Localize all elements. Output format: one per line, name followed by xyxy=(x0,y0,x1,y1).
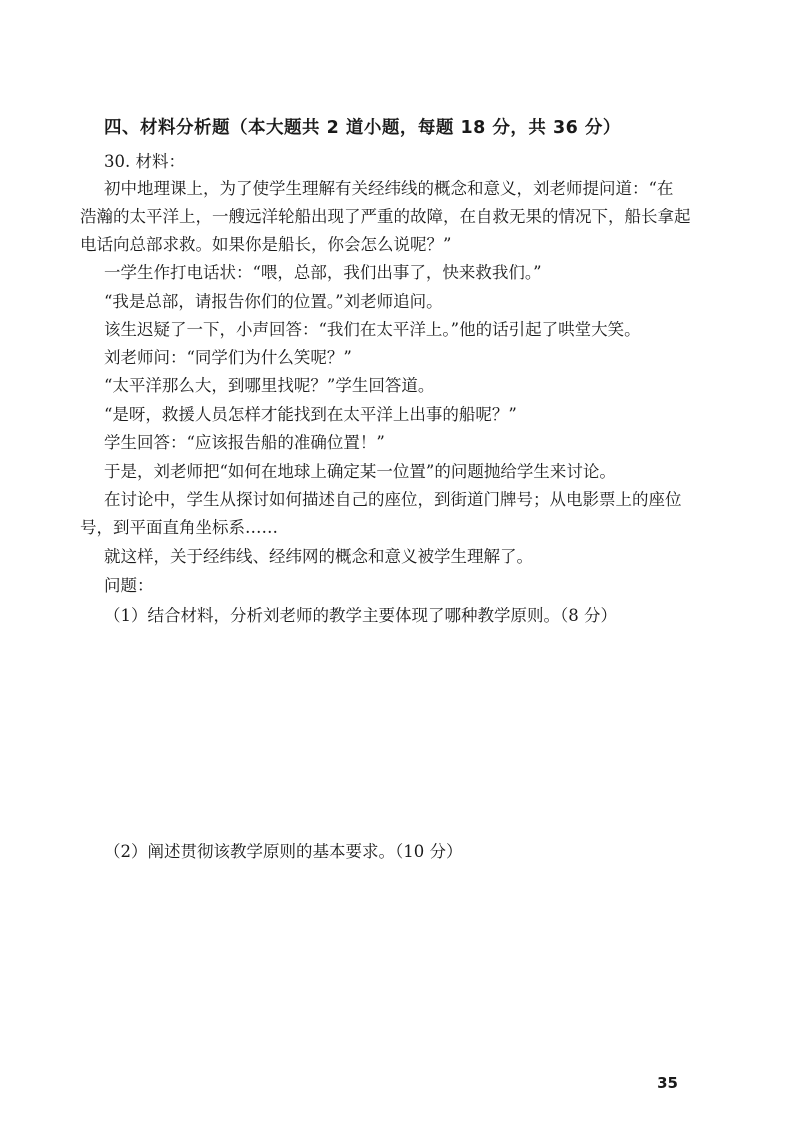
dialogue-line-6: “是呀，救援人员怎样才能找到在太平洋上出事的船呢？” xyxy=(104,405,517,424)
question-1: （1）结合材料，分析刘老师的教学主要体现了哪种教学原则。（8 分） xyxy=(104,606,617,625)
dialogue-line-8: 于是，刘老师把“如何在地球上确定某一位置”的问题抛给学生来讨论。 xyxy=(104,462,616,481)
material-line-3: 电话向总部求救。如果你是船长，你会怎么说呢？” xyxy=(80,235,452,254)
dialogue-line-5: “太平洋那么大，到哪里找呢？”学生回答道。 xyxy=(104,376,435,395)
dialogue-line-2: “我是总部，请报告你们的位置。”刘老师追问。 xyxy=(104,292,443,311)
section-title: 四、材料分析题（本大题共 2 道小题，每题 18 分，共 36 分） xyxy=(104,118,621,138)
dialogue-line-7: 学生回答：“应该报告船的准确位置！” xyxy=(104,433,385,452)
dialogue-line-3: 该生迟疑了一下，小声回答：“我们在太平洋上。”他的话引起了哄堂大笑。 xyxy=(104,320,641,339)
discussion-line-1: 在讨论中，学生从探讨如何描述自己的座位，到街道门牌号；从电影票上的座位 xyxy=(104,490,682,509)
dialogue-line-4: 刘老师问：“同学们为什么笑呢？” xyxy=(104,348,352,367)
conclusion-line: 就这样，关于经纬线、经纬网的概念和意义被学生理解了。 xyxy=(104,547,533,566)
material-line-2: 浩瀚的太平洋上，一艘远洋轮船出现了严重的故障，在自救无果的情况下，船长拿起 xyxy=(80,207,691,226)
dialogue-line-1: 一学生作打电话状：“喂，总部，我们出事了，快来救我们。” xyxy=(104,263,542,282)
question-2: （2）阐述贯彻该教学原则的基本要求。（10 分） xyxy=(104,842,463,861)
page-number: 35 xyxy=(657,1074,678,1092)
discussion-line-2: 号，到平面直角坐标系…… xyxy=(80,518,278,537)
questions-label: 问题： xyxy=(104,576,154,595)
material-line-1: 初中地理课上，为了使学生理解有关经纬线的概念和意义，刘老师提问道：“在 xyxy=(104,179,674,198)
question-number: 30. 材料： xyxy=(104,152,185,171)
